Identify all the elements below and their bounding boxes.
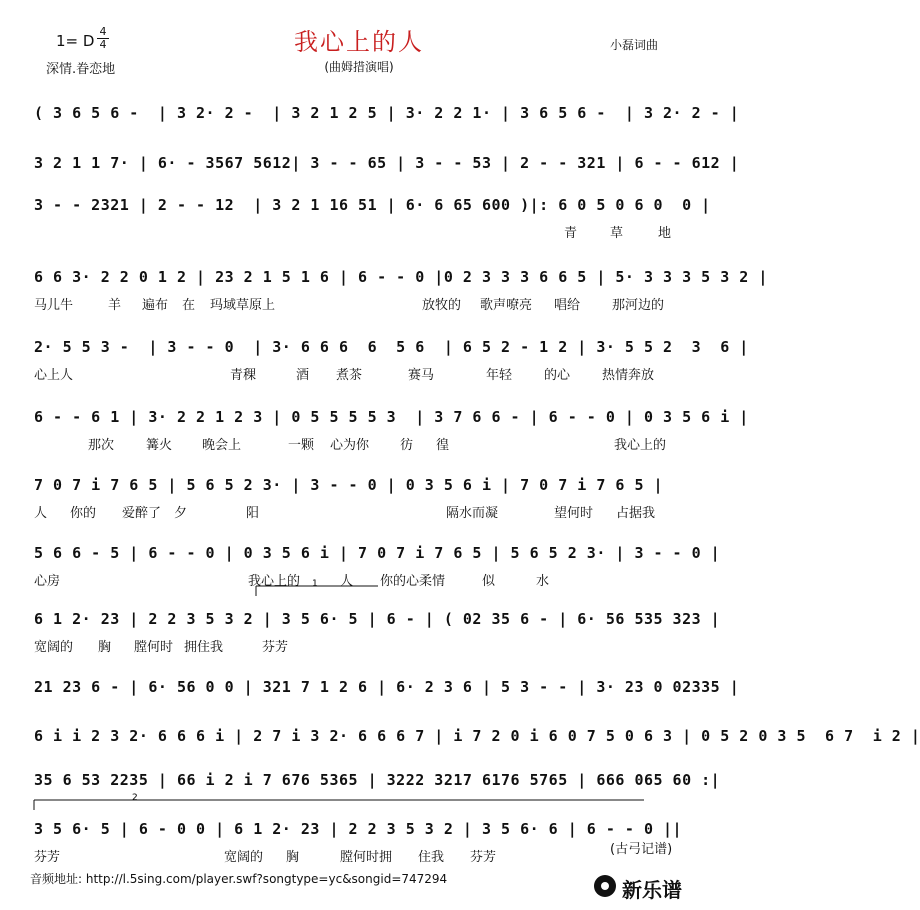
lyric-text: 宽阔的	[34, 640, 74, 655]
lyric-text: 马儿牛	[34, 298, 74, 313]
notation-row: 7 0 7 i 7 6 5 | 5 6 5 2 3· | 3 - - 0 | 0 3 5 6 i | 7 0 7 i 7 6 5 |	[34, 476, 664, 494]
lyric-row	[34, 294, 694, 314]
lyric-text: 唱给	[554, 298, 581, 313]
lyric-text: 我心上的	[248, 574, 301, 589]
lyric-row	[34, 846, 694, 866]
lyric-text: 地	[658, 226, 672, 241]
notation-row: 3 - - 2321 | 2 - - 12 | 3 2 1 16 51 | 6· 6 65 600 )|: 6 0 5 0 6 0 0 |	[34, 196, 711, 214]
lyric-text: 酒	[296, 368, 310, 383]
volta-2-bracket	[34, 793, 644, 810]
lyric-row	[34, 222, 694, 242]
lyric-row	[34, 434, 694, 454]
lyric-text: 膛何时拥	[340, 850, 393, 865]
lyric-text: 徨	[436, 438, 450, 453]
notation-row: 6 i i 2 3 2· 6 6 6 i | 2 7 i 3 2· 6 6 6 7 | i 7 2 0 i 6 0 7 5 0 6 3 | 0 5 2 0 3 5 6 7 i 2 |	[34, 727, 920, 745]
lyric-text: 青稞	[230, 368, 257, 383]
lyric-text: 心房	[34, 574, 61, 589]
time-denominator: 4	[99, 38, 107, 51]
audio-url-line	[30, 870, 447, 887]
audio-url[interactable]: http://l.5sing.com/player.swf?songtype=yc&songid=747294	[85, 872, 448, 886]
lyric-text: 胸	[98, 640, 112, 655]
transcriber-note: (古弓记谱)	[610, 842, 673, 857]
lyric-row	[34, 502, 694, 522]
notation-row: 6 1 2· 23 | 2 2 3 5 3 2 | 3 5 6· 5 | 6 - | ( 02 35 6 - | 6· 56 535 323 |	[34, 610, 721, 628]
lyric-text: 胸	[286, 850, 300, 865]
lyric-text: 玛域草原上	[210, 298, 276, 313]
lyric-text: 那河边的	[612, 298, 665, 313]
lyric-text: 篝火	[146, 438, 173, 453]
composer-credit: 小磊词曲	[610, 38, 659, 52]
lyric-text: 爱醉了	[122, 506, 162, 521]
lyric-text: 彷	[400, 438, 414, 453]
site-logo[interactable]	[592, 872, 712, 904]
notation-row: 6 - - 6 1 | 3· 2 2 1 2 3 | 0 5 5 5 5 3 | 3 7 6 6 - | 6 - - 0 | 0 3 5 6 i |	[34, 408, 749, 426]
lyric-text: 遍布	[142, 298, 169, 313]
lyric-text: 心上人	[34, 368, 74, 383]
lyric-text: 你的心柔情	[380, 574, 446, 589]
lyric-text: 煮茶	[336, 368, 363, 383]
lyric-text: 隔水而凝	[446, 506, 499, 521]
time-numerator: 4	[99, 25, 107, 38]
lyric-text: 阳	[246, 506, 260, 521]
lyric-text: 人	[34, 506, 48, 521]
lyric-text: 人	[340, 574, 354, 589]
lyric-text: 我心上的	[614, 438, 667, 453]
notation-row: 6 6 3· 2 2 0 1 2 | 23 2 1 5 1 6 | 6 - - 0 |0 2 3 3 3 6 6 5 | 5· 3 3 3 5 3 2 |	[34, 268, 768, 286]
lyric-text: 住我	[418, 850, 445, 865]
logo-text: 新乐谱	[622, 878, 682, 902]
lyric-text: 那次	[88, 438, 115, 453]
record-icon	[594, 875, 616, 897]
lyric-row	[34, 570, 694, 590]
notation-row: ( 3 6 5 6 - | 3 2· 2 - | 3 2 1 2 5 | 3· 2 2 1· | 3 6 5 6 - | 3 2· 2 - |	[34, 104, 740, 122]
lyric-text: 羊	[108, 298, 122, 313]
lyric-text: 赛马	[408, 368, 435, 383]
lyric-text: 一颗	[288, 438, 315, 453]
song-title: 我心上的人	[294, 28, 424, 56]
tempo-mood: 深情.眷恋地	[46, 62, 116, 77]
key-signature: 1= D	[56, 32, 95, 50]
lyric-text: 望何时	[554, 506, 594, 521]
lyric-text: 夕	[174, 506, 188, 521]
lyric-text: 芬芳	[262, 640, 289, 655]
lyric-text: 占据我	[616, 506, 656, 521]
lyric-text: 在	[182, 298, 196, 313]
lyric-text: 的心	[544, 368, 571, 383]
lyric-row	[34, 636, 694, 656]
lyric-text: 心为你	[330, 438, 370, 453]
time-signature	[97, 27, 109, 50]
notation-row: 3 2 1 1 7· | 6· - 3567 5612| 3 - - 65 | 3 - - 53 | 2 - - 321 | 6 - - 612 |	[34, 154, 740, 172]
lyric-text: 草	[610, 226, 624, 241]
lyric-text: 青	[564, 226, 578, 241]
lyric-text: 芬芳	[470, 850, 497, 865]
volta-1-label: 1	[312, 579, 318, 589]
volta-2-label: 2	[132, 793, 138, 803]
lyric-text: 水	[536, 574, 550, 589]
audio-url-label: 音频地址:	[30, 872, 83, 886]
lyric-text: 膛何时	[134, 640, 174, 655]
notation-row: 2· 5 5 3 - | 3 - - 0 | 3· 6 6 6 6 5 6 | 6 5 2 - 1 2 | 3· 5 5 2 3 6 |	[34, 338, 749, 356]
lyric-text: 晚会上	[202, 438, 242, 453]
lyric-text: 放牧的	[422, 298, 462, 313]
notation-row: 35 6 53 2235 | 66 i 2 i 7 676 5365 | 3222 3217 6176 5765 | 666 065 60 :|	[34, 771, 721, 789]
notation-row: 3 5 6· 5 | 6 - 0 0 | 6 1 2· 23 | 2 2 3 5 3 2 | 3 5 6· 6 | 6 - - 0 ||	[34, 820, 683, 838]
lyric-text: 似	[482, 574, 496, 589]
notation-row: 5 6 6 - 5 | 6 - - 0 | 0 3 5 6 i | 7 0 7 i 7 6 5 | 5 6 5 2 3· | 3 - - 0 |	[34, 544, 721, 562]
performer: (曲姆措演唱)	[324, 60, 394, 74]
lyric-row	[34, 364, 694, 384]
lyric-text: 宽阔的	[224, 850, 264, 865]
lyric-text: 歌声嘹亮	[480, 298, 533, 313]
notation-row: 21 23 6 - | 6· 56 0 0 | 321 7 1 2 6 | 6· 2 3 6 | 5 3 - - | 3· 23 0 02335 |	[34, 678, 740, 696]
lyric-text: 芬芳	[34, 850, 61, 865]
lyric-text: 热情奔放	[602, 368, 655, 383]
lyric-text: 你的	[70, 506, 97, 521]
lyric-text: 拥住我	[184, 640, 224, 655]
lyric-text: 年轻	[486, 368, 513, 383]
